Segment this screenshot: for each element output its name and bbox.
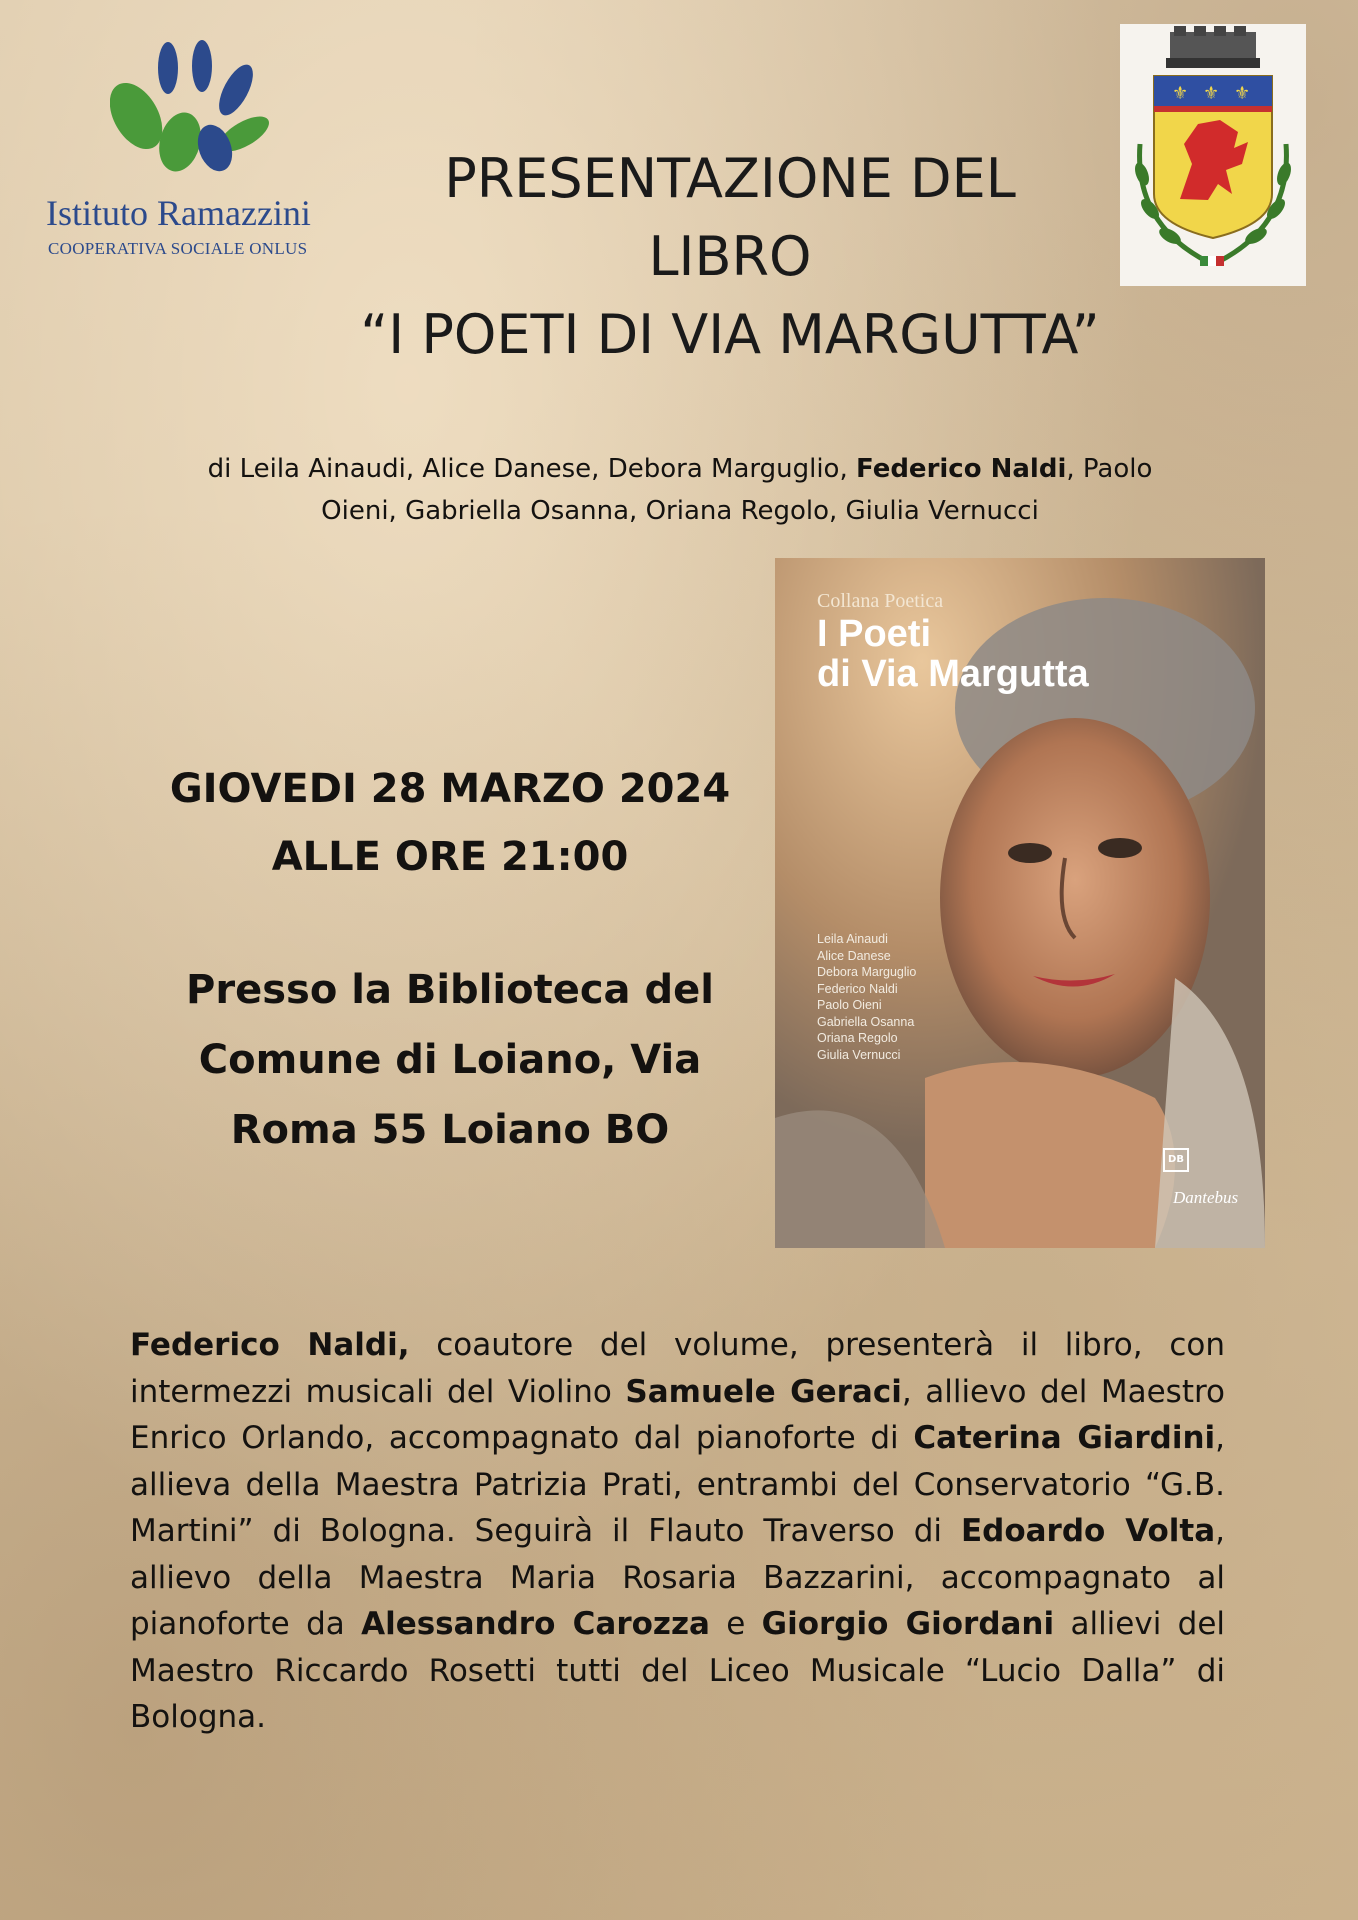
- cover-author: Federico Naldi: [817, 981, 898, 996]
- authors-line-2: Oieni, Gabriella Osanna, Oriana Regolo, Giulia Vernucci: [321, 496, 1039, 526]
- page-title: [330, 140, 1130, 374]
- desc-text: e: [709, 1606, 762, 1642]
- desc-bold: Samuele Geraci: [625, 1373, 902, 1410]
- desc-text: , allievo del Maestro Enrico Orlando, accompagnato dal pianoforte di: [130, 1373, 1226, 1456]
- cover-series: Collana Poetica: [817, 590, 944, 612]
- event-date: GIOVEDI 28 MARZO 2024: [169, 766, 731, 812]
- svg-text:⚜: ⚜: [1172, 83, 1189, 104]
- desc-text: , allievo della Maestra Maria Rosaria Bazzarini, accompagnato al pianoforte da: [130, 1513, 1226, 1642]
- title-line-3: “I POETI DI VIA MARGUTTA”: [360, 303, 1100, 366]
- svg-text:⚜: ⚜: [1203, 83, 1220, 104]
- publisher-badge-icon: DB: [1163, 1148, 1189, 1172]
- cover-title-line-2: di Via Margutta: [817, 653, 1089, 695]
- venue-line-1: Presso la Biblioteca del: [186, 967, 714, 1013]
- cover-author: Paolo Oieni: [817, 998, 882, 1012]
- authors-suffix: , Paolo: [1066, 454, 1153, 484]
- hand-leaves-icon: [110, 38, 280, 188]
- venue-line-3: Roma 55 Loiano BO: [230, 1107, 670, 1153]
- cover-author: Giulia Vernucci: [817, 1047, 901, 1062]
- logo-name: Istituto Ramazzini: [46, 193, 311, 233]
- event-datetime: [140, 755, 760, 891]
- title-line-1: PRESENTAZIONE DEL: [444, 147, 1016, 210]
- logo-subtitle: COOPERATIVA SOCIALE ONLUS: [48, 239, 308, 258]
- authors-prefix: di Leila Ainaudi, Alice Danese, Debora Marguglio,: [207, 454, 856, 484]
- cover-author: Alice Danese: [817, 948, 891, 963]
- desc-bold: Alessandro Carozza: [361, 1606, 710, 1642]
- venue-line-2: Comune di Loiano, Via: [198, 1037, 702, 1083]
- cover-author: Debora Marguglio: [817, 965, 917, 979]
- desc-bold: Federico Naldi,: [130, 1327, 410, 1363]
- cover-authors: [817, 931, 916, 1063]
- event-time: ALLE ORE 21:00: [271, 834, 629, 880]
- cover-author: Gabriella Osanna: [817, 1014, 915, 1029]
- desc-bold: Edoardo Volta: [960, 1513, 1216, 1549]
- authors-list: [140, 448, 1220, 532]
- desc-bold: Giorgio Giordani: [761, 1606, 1055, 1642]
- authors-highlight: Federico Naldi: [855, 454, 1067, 484]
- event-description: [130, 1322, 1225, 1741]
- title-line-2: LIBRO: [648, 225, 812, 288]
- desc-text: allievi del Maestro Riccardo Rosetti tutti del Liceo Musicale “Lucio Dalla” di Bologna.: [130, 1606, 1226, 1735]
- svg-text:⚜: ⚜: [1234, 83, 1251, 104]
- cover-author: Leila Ainaudi: [817, 932, 888, 946]
- desc-bold: Caterina Giardini: [913, 1420, 1216, 1456]
- cover-author: Oriana Regolo: [817, 1031, 898, 1045]
- desc-text: coautore del volume, presenterà il libro, con intermezzi musicali del Violino: [130, 1327, 1225, 1410]
- book-cover: [775, 558, 1265, 1248]
- cover-title-line-1: I Poeti: [817, 613, 932, 655]
- coat-of-arms-icon: [1120, 24, 1306, 286]
- istituto-ramazzini-logo: [40, 38, 350, 273]
- event-venue: [150, 955, 750, 1165]
- desc-text: , allieva della Maestra Patrizia Prati, entrambi del Conservatorio “G.B. Martini” di Bologna. Seguirà il Flauto Traverso di: [130, 1420, 1225, 1549]
- cover-publisher: Dantebus: [1173, 1188, 1239, 1207]
